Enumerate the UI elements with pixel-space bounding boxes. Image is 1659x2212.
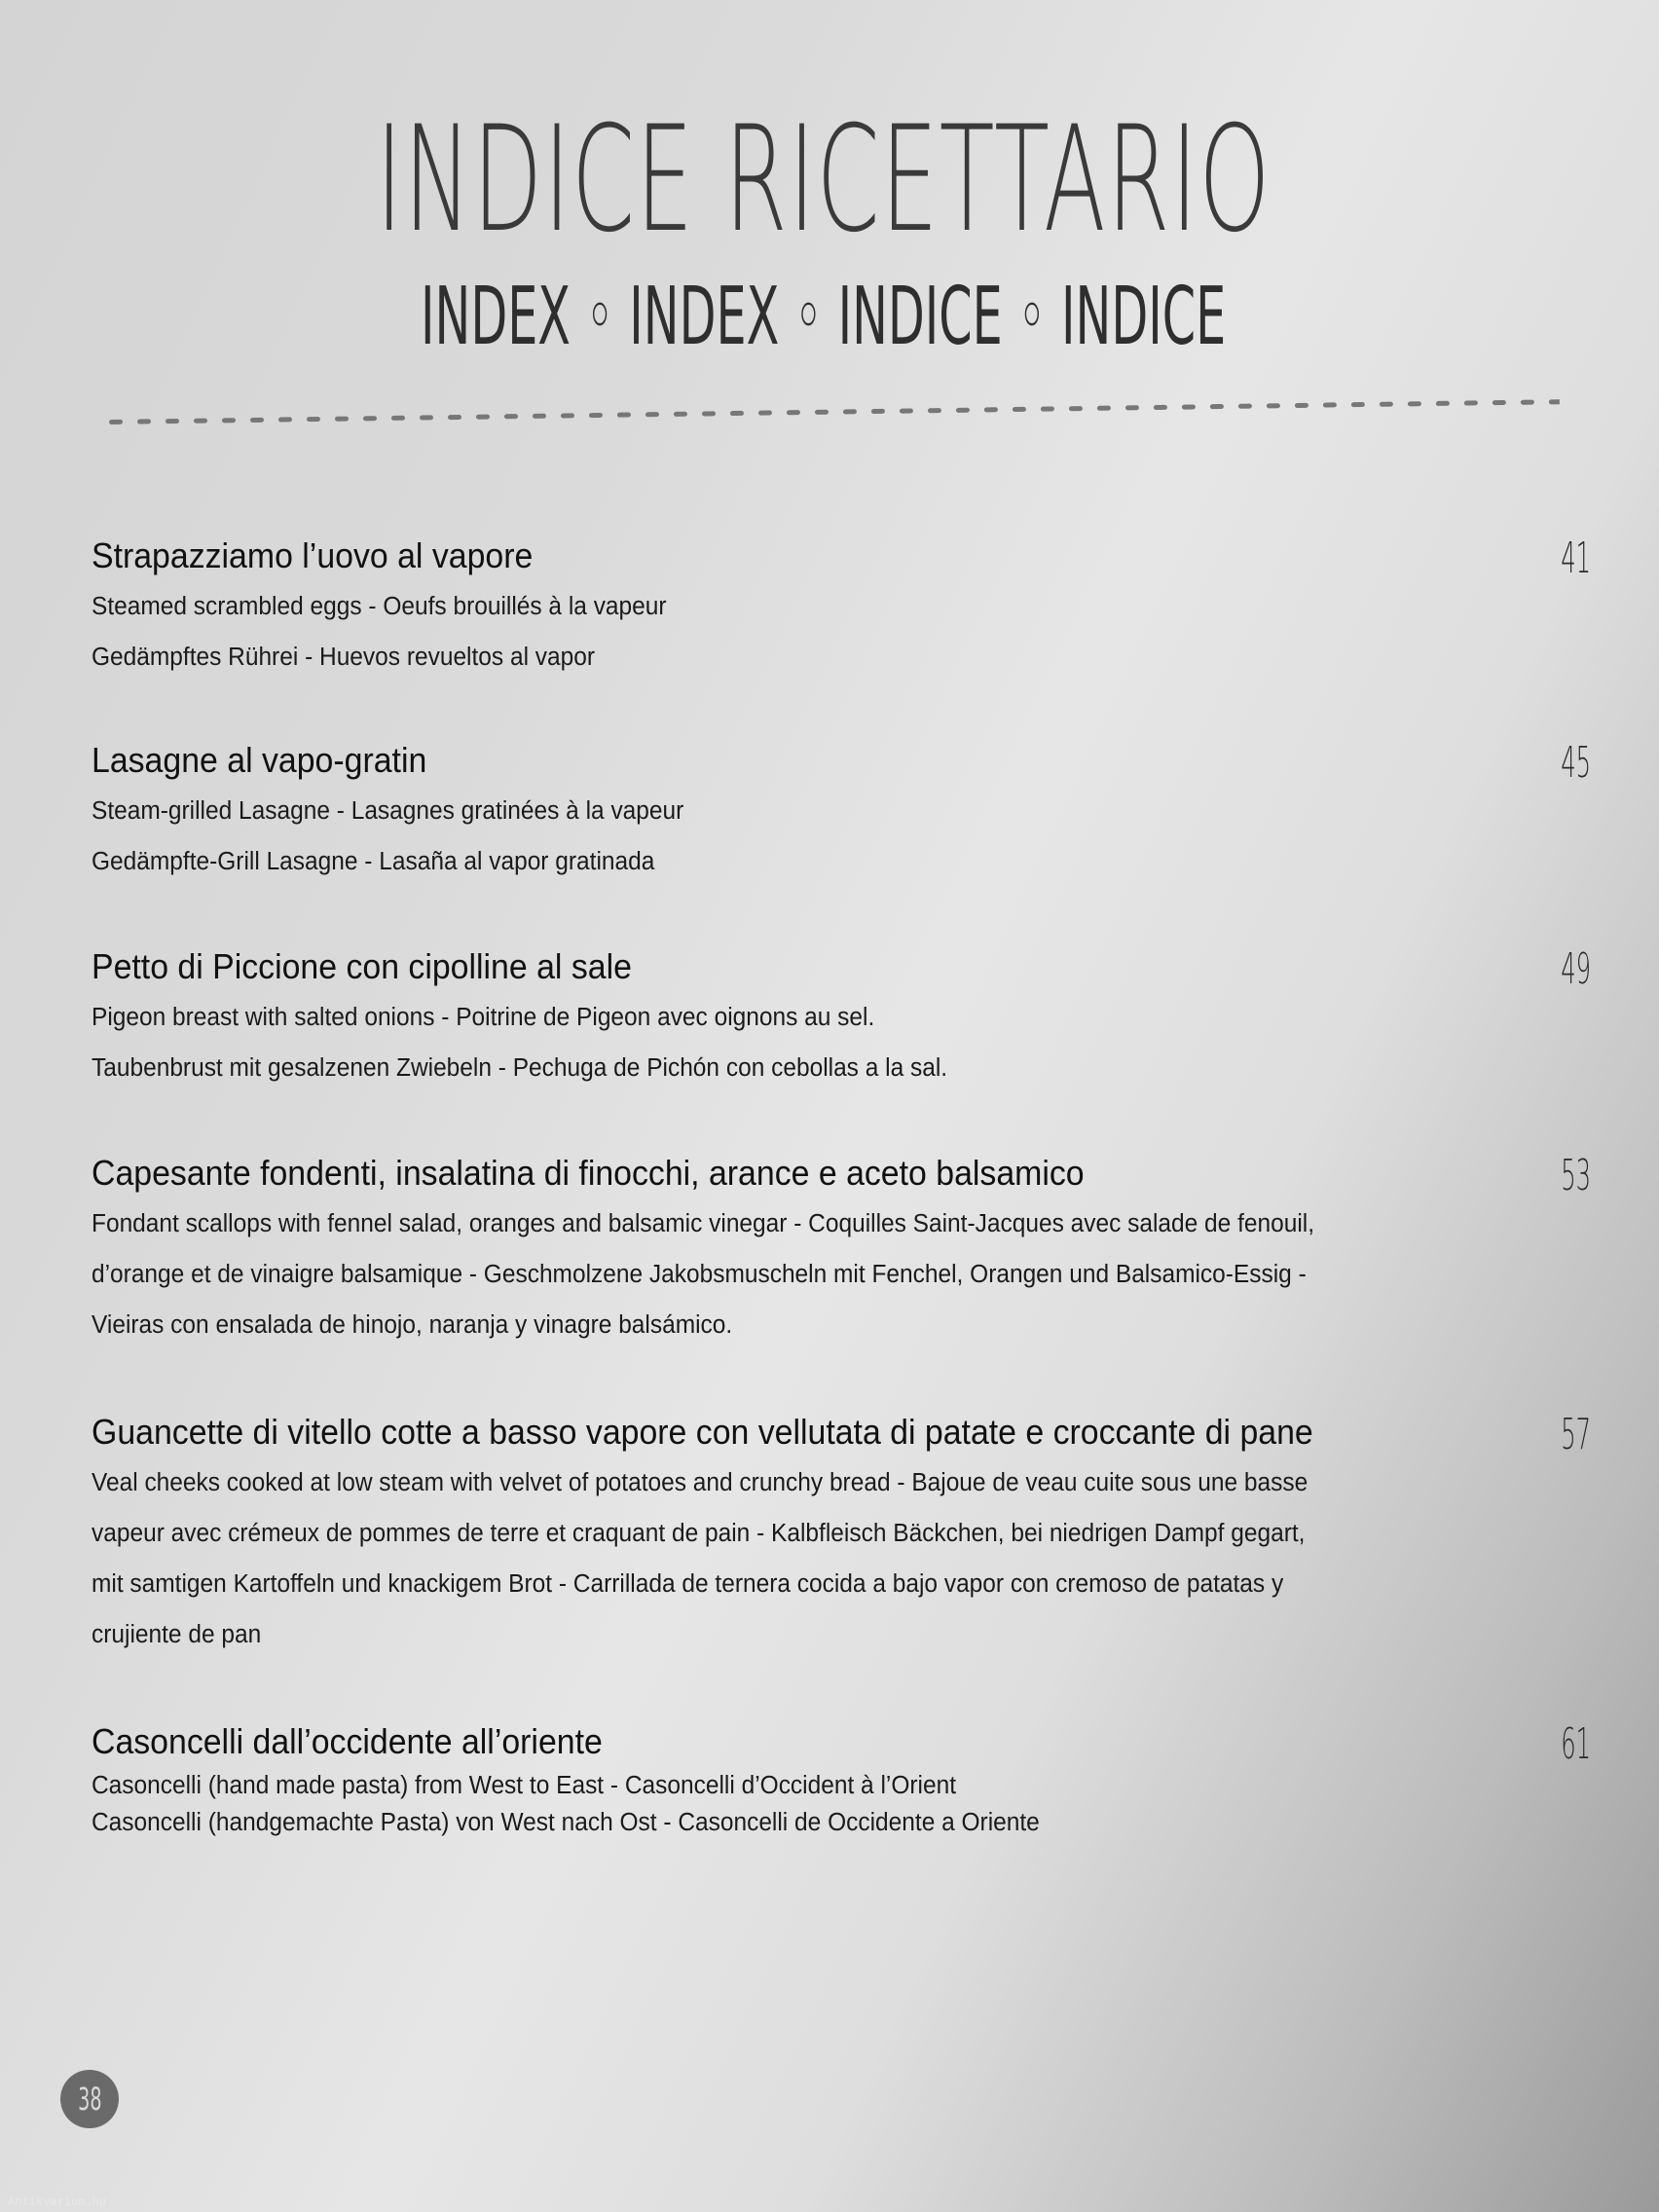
- divider-dash: [956, 408, 970, 413]
- divider-dash: [109, 420, 123, 424]
- page-title: INDICE RICETTARIO: [376, 95, 1272, 265]
- index-entry: [92, 944, 1591, 1093]
- watermark: Antikvarium.hu: [8, 2194, 107, 2208]
- divider-dash: [1041, 406, 1054, 411]
- divider-dash: [984, 407, 998, 412]
- recipe-page-number: 49: [1561, 944, 1591, 994]
- divider-dash: [1267, 403, 1280, 408]
- divider-dash: [1013, 407, 1026, 412]
- divider-dash: [1464, 400, 1478, 405]
- divider-dash: [1380, 402, 1393, 407]
- recipe-page-number: 53: [1561, 1151, 1591, 1200]
- dotted-divider: [109, 396, 1560, 426]
- page-number: 38: [77, 2081, 102, 2118]
- page-number-badge: [60, 2070, 119, 2128]
- divider-dash: [278, 417, 292, 422]
- divider-dash: [815, 410, 829, 415]
- divider-dash: [448, 415, 461, 420]
- divider-dash: [1351, 402, 1365, 407]
- divider-dash: [504, 414, 518, 419]
- divider-dash: [476, 415, 490, 420]
- divider-dash: [1210, 404, 1224, 409]
- divider-dash: [1549, 399, 1560, 404]
- divider-dash: [222, 418, 236, 423]
- recipe-translation-line: Fondant scallops with fennel salad, oranges and balsamic vinegar - Coquilles Saint-Jacques avec salade de fenouil,: [92, 1210, 1315, 1237]
- divider-dash: [194, 419, 207, 424]
- divider-dash: [871, 409, 885, 414]
- recipe-page-number: 45: [1561, 738, 1591, 788]
- recipe-page-number: 57: [1561, 1410, 1591, 1459]
- divider-dash: [363, 416, 377, 421]
- divider-dash: [1154, 405, 1167, 410]
- divider-dash: [1182, 404, 1196, 409]
- divider-dash: [645, 412, 659, 417]
- recipe-title: Guancette di vitello cotte a basso vapore con vellutata di patate e croccante di pane: [92, 1412, 1313, 1452]
- divider-dash: [1295, 403, 1309, 408]
- recipe-translation-line: d’orange et de vinaigre balsamique - Geschmolzene Jakobsmuscheln mit Fenchel, Orangen und Balsamico-Essig -: [92, 1261, 1307, 1288]
- divider-dash: [1436, 401, 1450, 406]
- divider-dash: [420, 415, 433, 420]
- index-entry: [92, 534, 1591, 682]
- recipe-translation-line: Taubenbrust mit gesalzenen Zwiebeln - Pechuga de Pichón con cebollas a la sal.: [92, 1054, 948, 1082]
- recipe-translation-line: Vieiras con ensalada de hinojo, naranja y vinagre balsámico.: [92, 1311, 733, 1339]
- index-entry: [92, 1719, 1591, 1841]
- recipe-title: Petto di Piccione con cipolline al sale: [92, 946, 632, 986]
- divider-dash: [1069, 406, 1083, 411]
- divider-dash: [787, 410, 800, 415]
- recipe-title: Casoncelli dall’occidente all’oriente: [92, 1721, 603, 1761]
- recipe-page-number: 61: [1561, 1719, 1591, 1769]
- divider-dash: [561, 413, 574, 418]
- recipe-page-number: 41: [1561, 534, 1591, 583]
- divider-dash: [1238, 404, 1252, 409]
- divider-dash: [1493, 400, 1506, 405]
- recipe-translation-line: vapeur avec crémeux de pommes de terre et craquant de pain - Kalbfleisch Bäckchen, bei niedrigen Dampf gegart,: [92, 1520, 1306, 1547]
- divider-dash: [1408, 401, 1421, 406]
- recipe-translation-line: Pigeon breast with salted onions - Poitrine de Pigeon avec oignons au sel.: [92, 1004, 875, 1031]
- divider-dash: [533, 414, 546, 419]
- recipe-translation-line: Gedämpfte-Grill Lasagne - Lasaña al vapor gratinada: [92, 848, 655, 875]
- divider-dash: [166, 419, 179, 424]
- index-entry: [92, 1151, 1591, 1350]
- divider-dash: [843, 409, 857, 414]
- divider-dash: [137, 419, 151, 424]
- recipe-translation-line: Steam-grilled Lasagne - Lasagnes gratinées à la vapeur: [92, 797, 684, 825]
- divider-dash: [900, 408, 913, 413]
- divider-dash: [730, 411, 744, 416]
- recipe-title: Capesante fondenti, insalatina di finocchi, arance e aceto balsamico: [92, 1153, 1085, 1193]
- divider-dash: [1323, 402, 1337, 407]
- recipe-translation-line: Casoncelli (handgemachte Pasta) von West nach Ost - Casoncelli de Occidente a Oriente: [92, 1809, 1040, 1836]
- divider-dash: [617, 413, 631, 418]
- page-subtitle: INDEX ◦ INDEX ◦ INDICE ◦ INDICE: [421, 271, 1227, 363]
- recipe-translation-line: Casoncelli (hand made pasta) from West to East - Casoncelli d’Occident à l’Orient: [92, 1772, 957, 1799]
- index-entry: [92, 738, 1591, 887]
- recipe-translation-line: Steamed scrambled eggs - Oeufs brouillés à la vapeur: [92, 593, 667, 620]
- divider-dash: [674, 412, 687, 417]
- divider-dash: [391, 416, 405, 421]
- divider-dash: [758, 410, 772, 415]
- recipe-title: Lasagne al vapo-gratin: [92, 740, 427, 780]
- divider-dash: [1097, 406, 1111, 411]
- divider-dash: [335, 417, 349, 422]
- divider-dash: [307, 417, 320, 422]
- divider-dash: [1125, 405, 1139, 410]
- divider-dash: [928, 408, 941, 413]
- divider-dash: [1521, 400, 1534, 405]
- recipe-title: Strapazziamo l’uovo al vapore: [92, 535, 534, 575]
- index-entry: [92, 1410, 1591, 1660]
- divider-dash: [589, 413, 603, 418]
- divider-dash: [250, 418, 264, 423]
- recipe-translation-line: Gedämpftes Rührei - Huevos revueltos al vapor: [92, 644, 596, 671]
- recipe-translation-line: mit samtigen Kartoffeln und knackigem Brot - Carrillada de ternera cocida a bajo vapor con cremoso de patatas y: [92, 1570, 1284, 1598]
- recipe-translation-line: Veal cheeks cooked at low steam with velvet of potatoes and crunchy bread - Bajoue de veau cuite sous une basse: [92, 1469, 1309, 1496]
- recipe-translation-line: crujiente de pan: [92, 1621, 262, 1648]
- divider-dash: [702, 411, 716, 416]
